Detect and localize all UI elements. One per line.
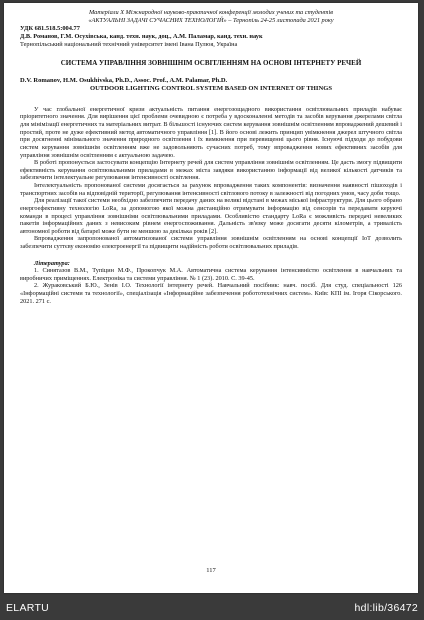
footer-handle-label: hdl:lib/36472 bbox=[354, 602, 418, 614]
authors-english: D.V. Romanov, H.M. Osukhivska, Ph.D., Assoc. Prof., A.M. Palamar, Ph.D. bbox=[20, 76, 228, 84]
running-header-line-2: «АКТУАЛЬНІ ЗАДАЧІ СУЧАСНИХ ТЕХНОЛОГІЙ» – Тернопіль 24-25 листопада 2021 року bbox=[88, 16, 334, 24]
document-page bbox=[4, 3, 418, 593]
article-body bbox=[20, 106, 402, 251]
title-ukrainian: СИСТЕМА УПРАВЛІННЯ ЗОВНІШНІМ ОСВІТЛЕННЯМ НА ОСНОВІ ІНТЕРНЕТУ РЕЧЕЙ bbox=[60, 59, 362, 68]
body-paragraph: Інтелектуальність пропонованої системи досягається за рахунок впровадження таких компонентів: визначення наявності пішоходів і транспортних засобів на відповідній території, регулювання інтенсивності світлового потоку в залежності від погодних умов, часу доби тощо. bbox=[20, 182, 402, 197]
literature-heading: Література: bbox=[34, 259, 70, 267]
page-number: 117 bbox=[206, 567, 216, 574]
running-header-line-1: Матеріали Х Міжнародної науково-практичної конференції молодих учених та студентів bbox=[89, 9, 333, 16]
body-paragraph: Впровадження запропонованої автоматизованої системи управління зовнішнім освітленням на основі концепції IoT дозволить забезпечити суттєву економію електроенергії та підвищити надійність роботи освітлювальних приладів. bbox=[20, 235, 402, 251]
title-english: OUTDOOR LIGHTING CONTROL SYSTEM BASED ON INTERNET OF THINGS bbox=[89, 84, 333, 92]
body-paragraph: У час глобальної енергетичної кризи актуальність питання енергозощадного використання освітлювальних приладів набуває пріоритетного значення. Для вирішення цієї проблеми очевидною є потреба у вдосконаленні методів та засобів керування джерелами світла для мінімізації енергетичних та матеріальних витрат. В більшості існуючих систем керування зовнішнім освітленням впроваджений дешевий і простий, проте не дуже ефективний метод автоматичного управління [1]. В його основі лежить принцип увімкнення джерел штучного світла при досягненні мінімального значення природного освітлення і їх вимкнення при перевищенні цього рівня. Існуючі підходи до побудови систем керування зовнішнім освітленням вже не задовольняють сучасних потреб, тому впровадження нових ефективних засобів для управління зовнішнім освітленням є актуальною задачею. bbox=[20, 105, 402, 159]
reference-item: 2. Жураковський Б.Ю., Зенів І.О. Технології інтернету речей. Навчальний посібник: навч. посіб. Для студ. спеціальності 126 «Інформаційні системи та технології», спеціалізація «Інформаційне забезпечення робототехнічних систем». Київ: КПІ ім. Ігоря Сікорського. 2021. 271 с. bbox=[20, 282, 402, 305]
footer-repository-label: ELARTU bbox=[6, 602, 50, 614]
running-header bbox=[20, 9, 402, 24]
reference-item: 1. Синятазов В.М., Тупіцин М.Ф., Прокопчук М.А. Автоматична система керування інтенсивністю освітлення в навчальних та виробничих приміщеннях. Електроніка та системи управління. № 1 (23). 2010. С. 39-45. bbox=[20, 267, 402, 282]
page-content bbox=[20, 9, 402, 305]
affiliation: Тернопільський національний технічний університет імені Івана Пулюя, Україна bbox=[20, 40, 238, 48]
body-paragraph: В роботі пропонується застосувати концепцію Інтернету речей для систем управління зовнішнім освітленням. Це дасть змогу підвищити ефективність керування освітлювальними приладами в межах міста завдяки використанню інформації від великої кількості датчиків та забезпечити інтелектуальне регулювання інтенсивності освітлення. bbox=[20, 159, 402, 182]
body-paragraph: Для реалізації такої системи необхідно забезпечити передачу даних на великі відстані в межах міської інфраструктури. Для цього обрано енергоефективну технологію LoRa, за допомогою якої можна дистанційно отримувати інформацію від сенсорів та передавати керуючі команди в процесі управління зовнішніми освітлювальними приладами. Особливістю стандарту LoRa є можливість передачі невеликих пакетів інформаційних даних з невисоким рівнем енергоспоживання. Дальність зв'язку може досягати десяти кілометрів, а тривалість автономної роботи від батареї може бути не меншою за декілька років [2]. bbox=[20, 197, 402, 235]
udk-code: УДК 681.518.5:004.77 bbox=[20, 25, 80, 33]
authors-ukrainian: Д.В. Романов, Г.М. Осухівська, канд. техн. наук, доц., А.М. Паламар, канд. техн. наук bbox=[20, 33, 263, 41]
